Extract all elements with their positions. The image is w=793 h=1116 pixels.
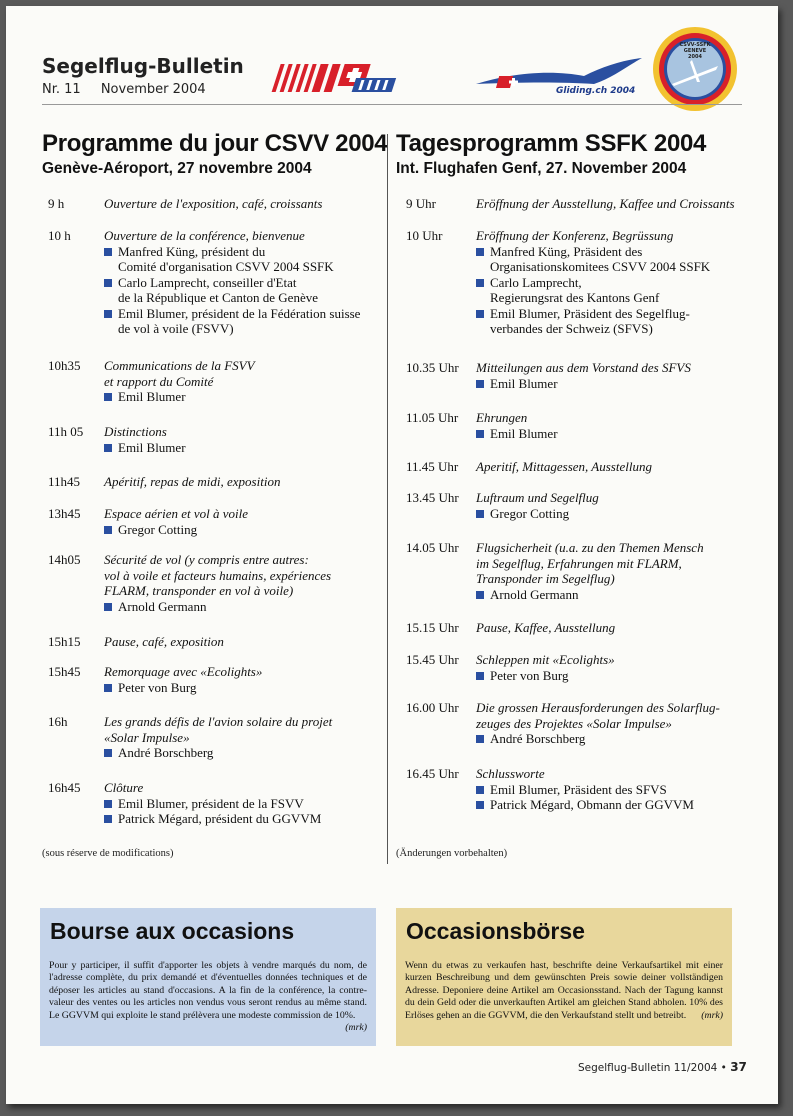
entry-body: [104, 228, 360, 337]
gliding-logo-text: Gliding.ch 2004: [556, 86, 636, 96]
badge-line: GENEVE: [683, 48, 707, 54]
bullet-square-icon: [104, 800, 112, 808]
speaker-name: Peter von Burg: [118, 679, 197, 695]
box-de-body: Wenn du etwas zu verkaufen hast, beschrifte deine Verkaufsartikel mit einer kurzen Beschreibung und dem gewünschten Preis sowie deiner vollständigen Adresse. Deponiere deine Artikel am Occasionsstand. Nach der Tagung kannst du dein Geld oder die unverkauften Artikel am gleichen Stand abholen. 10% des Erlöses gehen an die GGVVM, die den Verkaufstand stellt und betreibt.: [405, 960, 723, 1021]
entry-body: [476, 196, 735, 212]
entry-body: [104, 196, 322, 212]
entry-time: 16.00 Uhr: [406, 700, 459, 715]
speaker-name: Emil Blumer: [490, 375, 558, 391]
entry-title: Ehrungen: [476, 410, 528, 425]
bullet-square-icon: [476, 248, 484, 256]
bullet-square-icon: [104, 248, 112, 256]
entry-title: Espace aérien et vol à voile: [104, 506, 249, 521]
bullet-square-icon: [476, 735, 484, 743]
box-occasionsboerse: [396, 908, 732, 1046]
speaker-item: [104, 811, 321, 827]
entry-body: [104, 664, 262, 695]
speaker-item: [104, 389, 255, 405]
speaker-name: Emil Blumer, président de la FSVV: [118, 795, 304, 811]
speaker-item: [476, 244, 710, 275]
speaker-name: Arnold Germann: [118, 598, 207, 614]
program-fr-title: Programme du jour CSVV 2004: [42, 130, 388, 157]
speaker-item: [476, 731, 720, 747]
entry-body: [476, 410, 558, 441]
speaker-item: [104, 680, 262, 696]
speaker-item: [104, 306, 360, 337]
entry-time: 15.45 Uhr: [406, 652, 459, 667]
column-divider: [387, 134, 388, 864]
speaker-item: [476, 275, 710, 306]
entry-body: [104, 474, 280, 490]
entry-time: 13h45: [48, 506, 81, 521]
entry-title: Pause, Kaffee, Ausstellung: [476, 620, 616, 635]
entry-time: 16h: [48, 714, 68, 729]
entry-time: 10 Uhr: [406, 228, 443, 243]
box-fr-text: [49, 960, 367, 1034]
entry-body: [476, 228, 710, 337]
entry-body: [104, 634, 224, 650]
entry-title: Mitteilungen aus dem Vorstand des SFVS: [476, 360, 691, 375]
bullet-square-icon: [476, 786, 484, 794]
speaker-name: Manfred Küng, président du Comité d'organisation CSVV 2004 SSFK: [118, 243, 334, 274]
header-rule: [42, 104, 742, 105]
speaker-name: Arnold Germann: [490, 586, 579, 602]
speaker-name: Peter von Burg: [490, 667, 569, 683]
entry-title: Eröffnung der Konferenz, Begrüssung: [476, 228, 674, 243]
bullet-square-icon: [476, 310, 484, 318]
entry-time: 15h45: [48, 664, 81, 679]
speaker-name: Emil Blumer: [490, 425, 558, 441]
program-de-note: (Änderungen vorbehalten): [396, 848, 508, 859]
bullet-square-icon: [476, 510, 484, 518]
bullet-square-icon: [476, 672, 484, 680]
speaker-name: Patrick Mégard, Obmann der GGVVM: [490, 797, 694, 812]
program-de-heading: [396, 130, 746, 178]
bullet-square-icon: [104, 603, 112, 611]
entry-title: Apéritif, repas de midi, exposition: [104, 474, 281, 489]
speaker-item: [104, 440, 186, 456]
entry-body: [104, 552, 331, 614]
entry-title: Luftraum und Segelflug: [476, 490, 599, 505]
speaker-item: [476, 426, 558, 442]
speaker-name: André Borschberg: [490, 731, 586, 746]
entry-body: [104, 714, 332, 761]
entry-title: Remorquage avec «Ecolights»: [104, 664, 263, 679]
bullet-square-icon: [104, 393, 112, 401]
speaker-item: [476, 782, 694, 798]
entry-time: 10 h: [48, 228, 71, 243]
badge-line: 2004: [688, 54, 702, 60]
entry-body: [476, 766, 694, 813]
entry-title: Aperitif, Mittagessen, Ausstellung: [476, 459, 652, 474]
box-fr-body: Pour y participer, il suffit d'apporter les objets à vendre marqués du nom, de l'adresse complète, du prix demandé et d'éventuelles données techniques et de déposer les articles au stand d'occasions. A la fin de la conférence, la contre-valeur des ventes ou les articles non vendus vous seront rendus au même stand. Le GGVVM qui exploite le stand prélèvera une modeste commission de 10%.: [49, 960, 367, 1021]
entry-time: 9 h: [48, 196, 65, 211]
issue-date: November 2004: [100, 82, 206, 97]
entry-title: Communications de la FSVV et rapport du Comité: [104, 358, 255, 389]
swiss-stripes-logo: [268, 60, 418, 96]
entry-title: Sécurité de vol (y compris entre autres: vol à voile et facteurs humains, expériences FLARM, transponder en vol à voile): [104, 552, 332, 598]
entry-body: [476, 459, 652, 475]
entry-body: [476, 360, 691, 391]
page-footer: [578, 1060, 747, 1074]
box-bourse-occasions: [40, 908, 376, 1046]
speaker-item: [104, 796, 321, 812]
entry-time: 16.45 Uhr: [406, 766, 459, 781]
entry-body: [104, 506, 248, 537]
program-fr-heading: [42, 130, 388, 178]
speaker-item: [476, 587, 704, 603]
entry-title: Eröffnung der Ausstellung, Kaffee und Croissants: [476, 196, 735, 211]
footer-text: Segelflug-Bulletin 11/2004 •: [578, 1062, 727, 1074]
entry-body: [476, 540, 704, 602]
bullet-square-icon: [104, 815, 112, 823]
box-de-signature: (mrk): [701, 1009, 723, 1021]
badge-text: [652, 42, 738, 60]
entry-title: Ouverture de la conférence, bienvenue: [104, 228, 305, 243]
program-de-subtitle: Int. Flughafen Genf, 27. November 2004: [396, 160, 687, 177]
bullet-square-icon: [476, 279, 484, 287]
speaker-item: [476, 376, 691, 392]
speaker-name: Carlo Lamprecht, conseiller d'Etat de la République et Canton de Genève: [118, 274, 318, 305]
page-number: 37: [730, 1060, 747, 1074]
bullet-square-icon: [104, 684, 112, 692]
bullet-square-icon: [476, 380, 484, 388]
speaker-item: [104, 522, 248, 538]
entry-time: 11.45 Uhr: [406, 459, 459, 474]
box-fr-title: Bourse aux occasions: [50, 918, 295, 944]
entry-time: 11h45: [48, 474, 81, 489]
bullet-square-icon: [104, 310, 112, 318]
entry-body: [104, 780, 321, 827]
entry-title: Die grossen Herausforderungen des Solarflug- zeuges des Projektes «Solar Impulse»: [476, 700, 720, 731]
speaker-item: [104, 275, 360, 306]
page: [6, 6, 778, 1104]
speaker-item: [476, 668, 615, 684]
speaker-item: [104, 599, 331, 615]
entry-title: Clôture: [104, 780, 144, 795]
entry-body: [476, 700, 720, 747]
program-de-title: Tagesprogramm SSFK 2004: [396, 130, 707, 157]
speaker-name: Manfred Küng, Präsident des Organisationskomitees CSVV 2004 SSFK: [490, 243, 711, 274]
bullet-square-icon: [476, 591, 484, 599]
bullet-square-icon: [104, 749, 112, 757]
entry-time: 10.35 Uhr: [406, 360, 459, 375]
csvv-badge-logo: [652, 26, 738, 112]
issue-number: Nr. 11: [42, 82, 81, 97]
entry-title: Flugsicherheit (u.a. zu den Themen Mensch im Segelflug, Erfahrungen mit FLARM, Transponder im Segelflug): [476, 540, 704, 586]
entry-body: [476, 490, 599, 521]
entry-body: [104, 424, 186, 455]
issue-line: [42, 82, 222, 97]
speaker-name: Emil Blumer: [118, 439, 186, 455]
speaker-item: [476, 306, 710, 337]
entry-title: Distinctions: [104, 424, 167, 439]
entry-time: 11.05 Uhr: [406, 410, 459, 425]
entry-title: Pause, café, exposition: [104, 634, 224, 649]
bullet-square-icon: [104, 279, 112, 287]
entry-title: Schlussworte: [476, 766, 545, 781]
entry-body: [104, 358, 255, 405]
bullet-square-icon: [476, 430, 484, 438]
entry-time: 16h45: [48, 780, 81, 795]
speaker-name: Gregor Cotting: [118, 521, 198, 537]
speaker-name: Emil Blumer, président de la Fédération suisse de vol à voile (FSVV): [118, 305, 361, 336]
program-fr-subtitle: Genève-Aéroport, 27 novembre 2004: [42, 160, 312, 177]
speaker-name: Gregor Cotting: [490, 505, 570, 521]
speaker-item: [104, 745, 332, 761]
speaker-name: André Borschberg: [118, 745, 214, 760]
speaker-name: Emil Blumer, Präsident des Segelflug- verbandes der Schweiz (SFVS): [490, 305, 690, 336]
bullet-square-icon: [104, 444, 112, 452]
publication-title: Segelflug-Bulletin: [42, 54, 244, 78]
box-de-text: [405, 960, 723, 1022]
entry-title: Ouverture de l'exposition, café, croissants: [104, 196, 323, 211]
entry-time: 11h 05: [48, 424, 84, 439]
speaker-item: [104, 244, 360, 275]
entry-body: [476, 620, 615, 636]
box-fr-signature: (mrk): [345, 1022, 367, 1034]
entry-time: 9 Uhr: [406, 196, 436, 211]
bullet-square-icon: [104, 526, 112, 534]
entry-time: 14.05 Uhr: [406, 540, 459, 555]
entry-time: 13.45 Uhr: [406, 490, 459, 505]
entry-body: [476, 652, 615, 683]
entry-time: 10h35: [48, 358, 81, 373]
program-fr-note: (sous réserve de modifications): [42, 848, 174, 859]
speaker-item: [476, 506, 599, 522]
entry-time: 15.15 Uhr: [406, 620, 459, 635]
entry-title: Schleppen mit «Ecolights»: [476, 652, 615, 667]
speaker-name: Emil Blumer: [118, 389, 186, 404]
box-de-title: Occasionsbörse: [406, 918, 585, 944]
speaker-item: [476, 797, 694, 813]
entry-title: Les grands défis de l'avion solaire du projet «Solar Impulse»: [104, 714, 333, 745]
speaker-name: Patrick Mégard, président du GGVVM: [118, 811, 322, 826]
bullet-square-icon: [476, 801, 484, 809]
speaker-name: Carlo Lamprecht, Regierungsrat des Kantons Genf: [490, 274, 660, 305]
speaker-name: Emil Blumer, Präsident des SFVS: [490, 781, 667, 797]
entry-time: 15h15: [48, 634, 81, 649]
badge-line: CSVV-SSFK: [679, 42, 711, 48]
entry-time: 14h05: [48, 552, 81, 567]
